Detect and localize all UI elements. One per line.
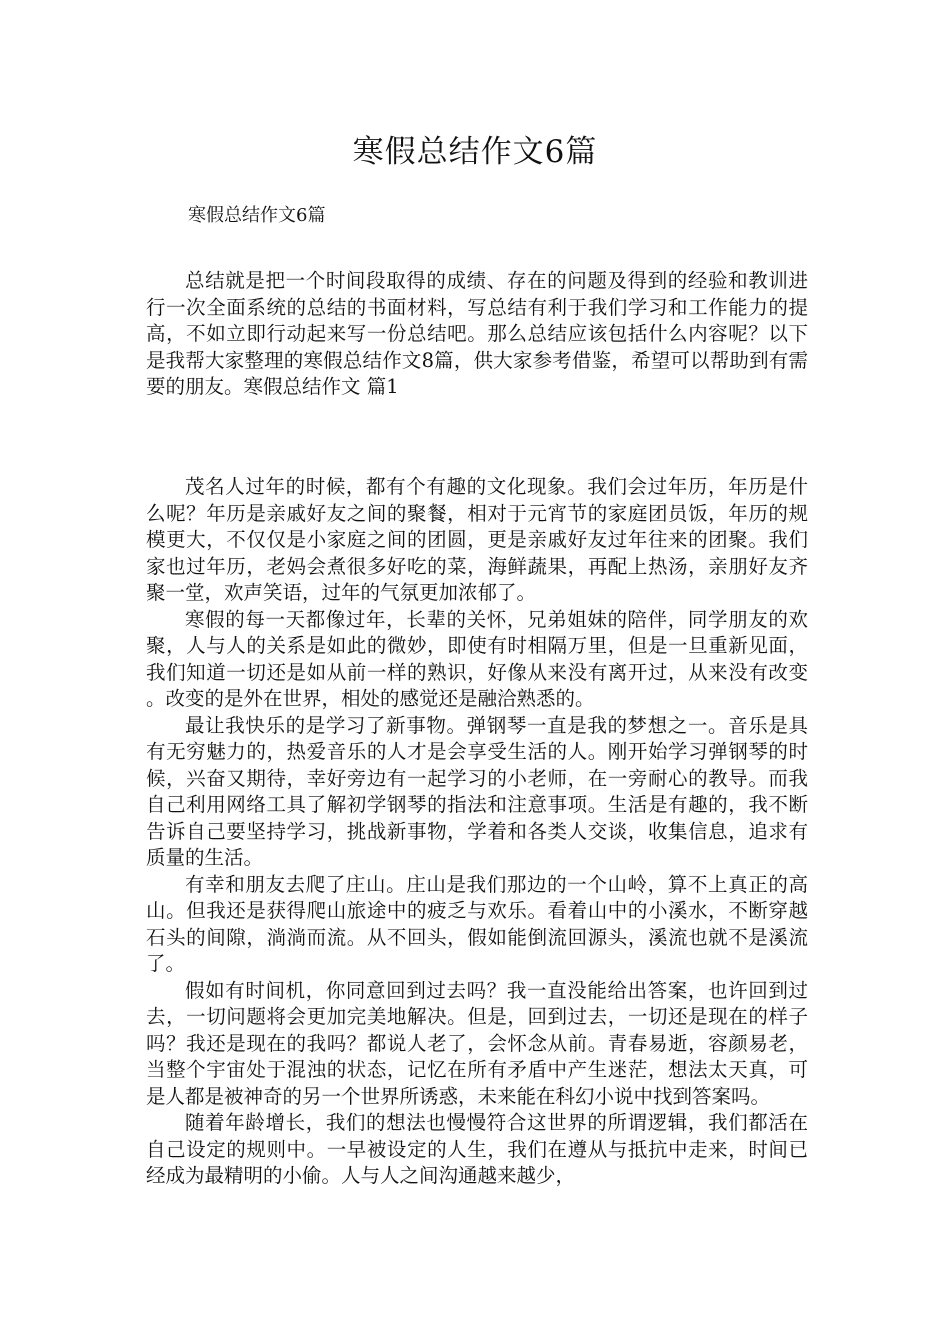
essay-body — [146, 474, 808, 1190]
essay-paragraph: 假如有时间机，你同意回到过去吗？我一直没能给出答案，也许回到过去，一切问题将会更加完美地解决。但是，回到过去，一切还是现在的样子吗？我还是现在的我吗？都说人老了，会怀念从前。青春易逝，容颜易老，当整个宇宙处于混浊的状态，记忆在所有矛盾中产生迷茫，想法太天真，可是人都是被神奇的另一个世界所诱惑，未来能在科幻小说中找到答案吗。 — [146, 978, 808, 1108]
essay-paragraph: 最让我快乐的是学习了新事物。弹钢琴一直是我的梦想之一。音乐是具有无穷魅力的，热爱音乐的人才是会享受生活的人。刚开始学习弹钢琴的时候，兴奋又期待，幸好旁边有一起学习的小老师，在一旁耐心的教导。而我自己利用网络工具了解初学钢琴的指法和注意事项。生活是有趣的，我不断告诉自己要坚持学习，挑战新事物，学着和各类人交谈，收集信息，追求有质量的生活。 — [146, 713, 808, 869]
essay-paragraph: 有幸和朋友去爬了庄山。庄山是我们那边的一个山岭，算不上真正的高山。但我还是获得爬山旅途中的疲乏与欢乐。看着山中的小溪水，不断穿越石头的间隙，淌淌而流。从不回头，假如能倒流回源头，溪流也就不是溪流了。 — [146, 872, 808, 975]
intro-paragraph: 总结就是把一个时间段取得的成绩、存在的问题及得到的经验和教训进行一次全面系统的总结的书面材料，写总结有利于我们学习和工作能力的提高，不如立即行动起来写一份总结吧。那么总结应该包括什么内容呢？以下是我帮大家整理的寒假总结作文8篇，供大家参考借鉴，希望可以帮助到有需要的朋友。寒假总结作文 篇1 — [146, 269, 808, 398]
essay-paragraph: 随着年龄增长，我们的想法也慢慢符合这世界的所谓逻辑，我们都活在自己设定的规则中。一早被设定的人生，我们在遵从与抵抗中走来，时间已经成为最精明的小偷。人与人之间沟通越来越少， — [146, 1111, 808, 1187]
document-subtitle: 寒假总结作文6篇 — [188, 205, 326, 226]
document-title: 寒假总结作文6篇 — [352, 134, 598, 170]
essay-paragraph: 茂名人过年的时候，都有个有趣的文化现象。我们会过年历，年历是什么呢？年历是亲戚好友之间的聚餐，相对于元宵节的家庭团员饭，年历的规模更大，不仅仅是小家庭之间的团圆，更是亲戚好友过年往来的团聚。我们家也过年历，老妈会煮很多好吃的菜，海鲜蔬果，再配上热汤，亲朋好友齐聚一堂，欢声笑语，过年的气氛更加浓郁了。 — [146, 475, 808, 604]
essay-paragraph: 寒假的每一天都像过年，长辈的关怀，兄弟姐妹的陪伴，同学朋友的欢聚，人与人的关系是如此的微妙，即使有时相隔万里，但是一旦重新见面，我们知道一切还是如从前一样的熟识，好像从来没有离开过，从来没有改变。改变的是外在世界，相处的感觉还是融洽熟悉的。 — [146, 607, 808, 710]
